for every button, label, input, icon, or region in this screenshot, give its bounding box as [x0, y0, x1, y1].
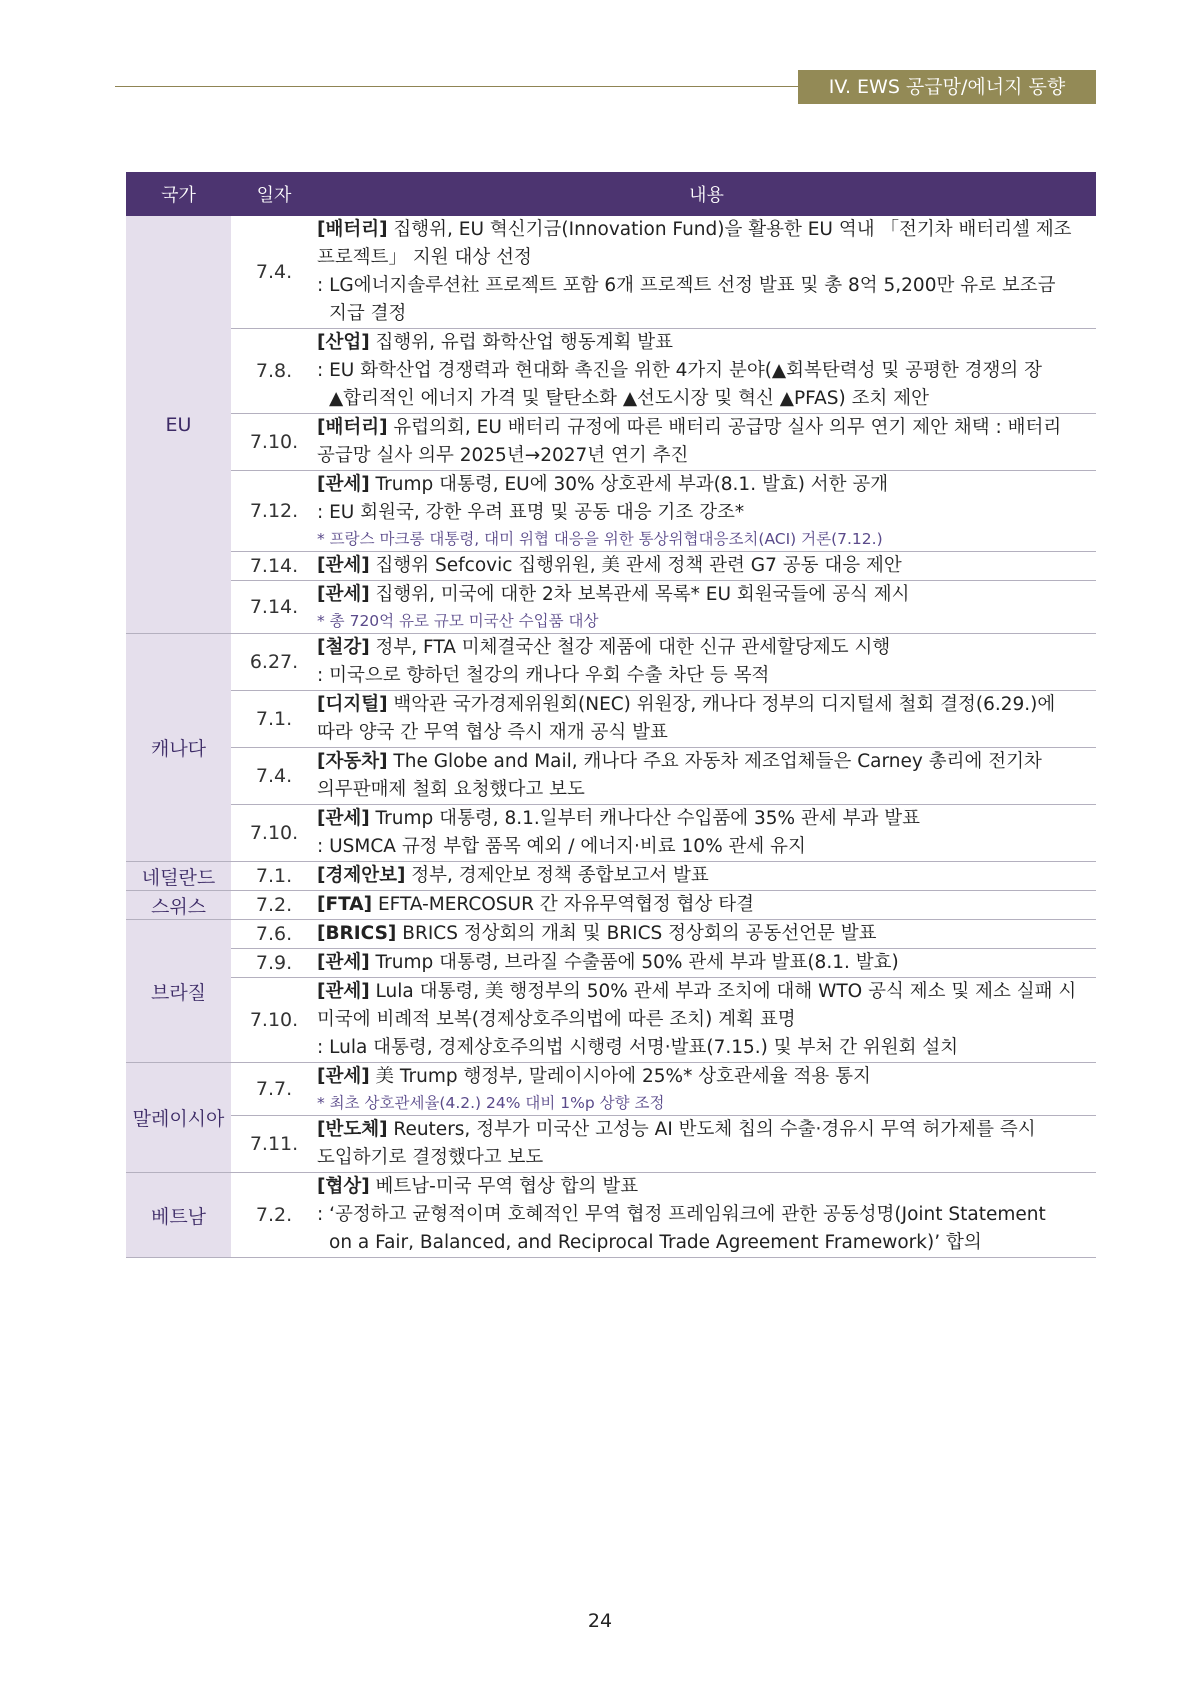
country-cell: 스위스 — [126, 891, 231, 920]
content-line — [317, 805, 1096, 833]
trade-policy-table — [126, 172, 1096, 1258]
content-line: : 미국으로 향하던 철강의 캐나다 우회 수출 차단 등 목적 — [317, 665, 770, 686]
date-cell: 7.12. — [231, 471, 317, 552]
date-cell: 7.7. — [231, 1063, 317, 1116]
content-text: 美 Trump 행정부, 말레이시아에 25%* 상호관세율 적용 통지 — [375, 1066, 871, 1087]
content-text: Trump 대통령, 8.1.일부터 캐나다산 수입품에 35% 관세 부과 발표 — [375, 808, 920, 829]
content-text: 유럽의회, EU 배터리 규정에 따른 배터리 공급망 실사 의무 연기 제안 채택 : 배터리 — [393, 417, 1062, 438]
content-line: 따라 양국 간 무역 협상 즉시 재개 공식 발표 — [317, 722, 668, 743]
content-cell — [317, 891, 1096, 920]
content-text: 집행위 Sefcovic 집행위원, 美 관세 정책 관련 G7 공동 대응 제안 — [375, 555, 902, 576]
table-row — [126, 216, 1096, 329]
category-tag: [반도체] — [317, 1119, 388, 1140]
header-rule — [115, 86, 815, 87]
content-cell — [317, 862, 1096, 891]
content-cell — [317, 1063, 1096, 1116]
content-cell — [317, 1173, 1096, 1258]
date-cell: 7.2. — [231, 891, 317, 920]
content-line: : EU 화학산업 경쟁력과 현대화 촉진을 위한 4가지 분야(▲회복탄력성 및 공평한 경쟁의 장 — [317, 360, 1042, 381]
content-line — [317, 471, 1096, 499]
content-line — [317, 1063, 1096, 1091]
content-text: 집행위, 미국에 대한 2차 보복관세 목록* EU 회원국들에 공식 제시 — [375, 584, 910, 605]
table-row — [126, 949, 1096, 978]
content-line: : ‘공정하고 균형적이며 호혜적인 무역 협정 프레임워크에 관한 공동성명(Joint Statement — [317, 1204, 1046, 1225]
content-line — [317, 329, 1096, 357]
section-title: IV. EWS 공급망/에너지 동향 — [798, 70, 1096, 104]
category-tag: [관세] — [317, 981, 370, 1002]
content-line — [317, 949, 1096, 977]
content-text: The Globe and Mail, 캐나다 주요 자동차 제조업체들은 Carney 총리에 전기차 — [393, 751, 1042, 772]
date-cell: 7.10. — [231, 805, 317, 862]
content-line — [317, 414, 1096, 442]
date-cell: 7.11. — [231, 1116, 317, 1173]
category-tag: [관세] — [317, 474, 370, 495]
content-line: : LG에너지솔루션社 프로젝트 포함 6개 프로젝트 선정 발표 및 총 8억 5,200만 유로 보조금 — [317, 275, 1056, 296]
content-line — [317, 920, 1096, 948]
content-text: 집행위, 유럽 화학산업 행동계획 발표 — [375, 332, 674, 353]
date-cell: 7.14. — [231, 552, 317, 581]
content-text: 베트남-미국 무역 협상 합의 발표 — [375, 1176, 639, 1197]
content-line: 도입하기로 결정했다고 보도 — [317, 1147, 544, 1168]
content-cell — [317, 216, 1096, 329]
date-cell: 7.14. — [231, 581, 317, 634]
content-line: on a Fair, Balanced, and Reciprocal Trade Agreement Framework)’ 합의 — [329, 1232, 982, 1253]
content-line: ▲합리적인 에너지 가격 및 탈탄소화 ▲선도시장 및 혁신 ▲PFAS) 조치 제안 — [329, 388, 929, 409]
table-row — [126, 691, 1096, 748]
date-cell: 7.9. — [231, 949, 317, 978]
content-line — [317, 891, 1096, 919]
content-text: Lula 대통령, 美 행정부의 50% 관세 부과 조치에 대해 WTO 공식 제소 및 제소 실패 시 — [375, 981, 1077, 1002]
content-line — [317, 1173, 1096, 1201]
date-cell: 7.10. — [231, 978, 317, 1063]
country-cell: 캐나다 — [126, 634, 231, 862]
table-row — [126, 1063, 1096, 1116]
date-cell: 7.1. — [231, 862, 317, 891]
date-cell: 7.2. — [231, 1173, 317, 1258]
table-row — [126, 1173, 1096, 1258]
content-text: Trump 대통령, 브라질 수출품에 50% 관세 부과 발표(8.1. 발효) — [375, 952, 899, 973]
table-row — [126, 891, 1096, 920]
content-line — [317, 1116, 1096, 1144]
content-line: 프로젝트」 지원 대상 선정 — [317, 247, 532, 268]
table-row — [126, 1116, 1096, 1173]
content-line: 지급 결정 — [329, 303, 407, 324]
date-cell: 7.1. — [231, 691, 317, 748]
content-text: 정부, 경제안보 정책 종합보고서 발표 — [411, 865, 709, 886]
content-cell — [317, 414, 1096, 471]
category-tag: [디지털] — [317, 694, 388, 715]
category-tag: [관세] — [317, 808, 370, 829]
category-tag: [경제안보] — [317, 865, 406, 886]
category-tag: [관세] — [317, 1066, 370, 1087]
table-row — [126, 329, 1096, 414]
category-tag: [FTA] — [317, 894, 373, 915]
category-tag: [산업] — [317, 332, 370, 353]
category-tag: [관세] — [317, 952, 370, 973]
category-tag: [협상] — [317, 1176, 370, 1197]
column-header-content: 내용 — [317, 172, 1096, 216]
date-cell: 7.4. — [231, 748, 317, 805]
content-cell — [317, 581, 1096, 634]
table-row — [126, 581, 1096, 634]
content-line — [317, 978, 1096, 1006]
content-line: : USMCA 규정 부합 품목 예외 / 에너지·비료 10% 관세 유지 — [317, 836, 806, 857]
content-cell — [317, 978, 1096, 1063]
date-cell: 7.8. — [231, 329, 317, 414]
content-text: Trump 대통령, EU에 30% 상호관세 부과(8.1. 발효) 서한 공개 — [375, 474, 889, 495]
table-row — [126, 471, 1096, 552]
table-row — [126, 978, 1096, 1063]
country-cell: 말레이시아 — [126, 1063, 231, 1173]
content-line: 의무판매제 철회 요청했다고 보도 — [317, 779, 585, 800]
content-text: 백악관 국가경제위원회(NEC) 위원장, 캐나다 정부의 디지털세 철회 결정(6.29.)에 — [393, 694, 1056, 715]
content-cell — [317, 949, 1096, 978]
column-header-date: 일자 — [231, 172, 317, 216]
content-line — [317, 691, 1096, 719]
table-row — [126, 748, 1096, 805]
category-tag: [BRICS] — [317, 923, 397, 944]
table-header-row — [126, 172, 1096, 216]
content-line — [317, 634, 1096, 662]
content-text: 집행위, EU 혁신기금(Innovation Fund)을 활용한 EU 역내 「전기차 배터리셀 제조 — [393, 219, 1072, 240]
table-row — [126, 862, 1096, 891]
content-cell — [317, 748, 1096, 805]
content-text: BRICS 정상회의 개최 및 BRICS 정상회의 공동선언문 발표 — [402, 923, 877, 944]
column-header-country: 국가 — [126, 172, 231, 216]
category-tag: [철강] — [317, 637, 370, 658]
content-line: 공급망 실사 의무 2025년→2027년 연기 추진 — [317, 445, 689, 466]
content-cell — [317, 329, 1096, 414]
content-line: : Lula 대통령, 경제상호주의법 시행령 서명·발표(7.15.) 및 부처 간 위원회 설치 — [317, 1037, 959, 1058]
content-line — [317, 862, 1096, 890]
table-row — [126, 414, 1096, 471]
content-line: : EU 회원국, 강한 우려 표명 및 공동 대응 기조 강조* — [317, 502, 745, 523]
category-tag: [배터리] — [317, 219, 388, 240]
country-cell: 브라질 — [126, 920, 231, 1063]
table-row — [126, 552, 1096, 581]
content-line — [317, 552, 1096, 580]
category-tag: [자동차] — [317, 751, 388, 772]
footnote: * 총 720억 유로 규모 미국산 수입품 대상 — [317, 612, 599, 630]
footnote: * 프랑스 마크롱 대통령, 대미 위협 대응을 위한 통상위협대응조치(ACI) 거론(7.12.) — [317, 530, 883, 548]
content-line — [317, 748, 1096, 776]
content-text: EFTA-MERCOSUR 간 자유무역협정 협상 타결 — [377, 894, 755, 915]
date-cell: 6.27. — [231, 634, 317, 691]
content-line — [317, 581, 1096, 609]
category-tag: [관세] — [317, 584, 370, 605]
content-text: 정부, FTA 미체결국산 철강 제품에 대한 신규 관세할당제도 시행 — [375, 637, 891, 658]
content-cell — [317, 1116, 1096, 1173]
content-cell — [317, 634, 1096, 691]
date-cell: 7.10. — [231, 414, 317, 471]
date-cell: 7.4. — [231, 216, 317, 329]
category-tag: [관세] — [317, 555, 370, 576]
date-cell: 7.6. — [231, 920, 317, 949]
content-cell — [317, 691, 1096, 748]
country-cell: EU — [126, 216, 231, 634]
content-cell — [317, 805, 1096, 862]
category-tag: [배터리] — [317, 417, 388, 438]
content-cell — [317, 471, 1096, 552]
content-line: 미국에 비례적 보복(경제상호주의법에 따른 조치) 계획 표명 — [317, 1009, 796, 1030]
country-cell: 베트남 — [126, 1173, 231, 1258]
table-row — [126, 920, 1096, 949]
table-row — [126, 805, 1096, 862]
footnote: * 최초 상호관세율(4.2.) 24% 대비 1%p 상향 조정 — [317, 1094, 665, 1112]
table-row — [126, 634, 1096, 691]
content-cell — [317, 552, 1096, 581]
country-cell: 네덜란드 — [126, 862, 231, 891]
page-number: 24 — [587, 1610, 613, 1632]
content-cell — [317, 920, 1096, 949]
content-line — [317, 216, 1096, 244]
content-text: Reuters, 정부가 미국산 고성능 AI 반도체 칩의 수출·경유시 무역 허가제를 즉시 — [393, 1119, 1036, 1140]
